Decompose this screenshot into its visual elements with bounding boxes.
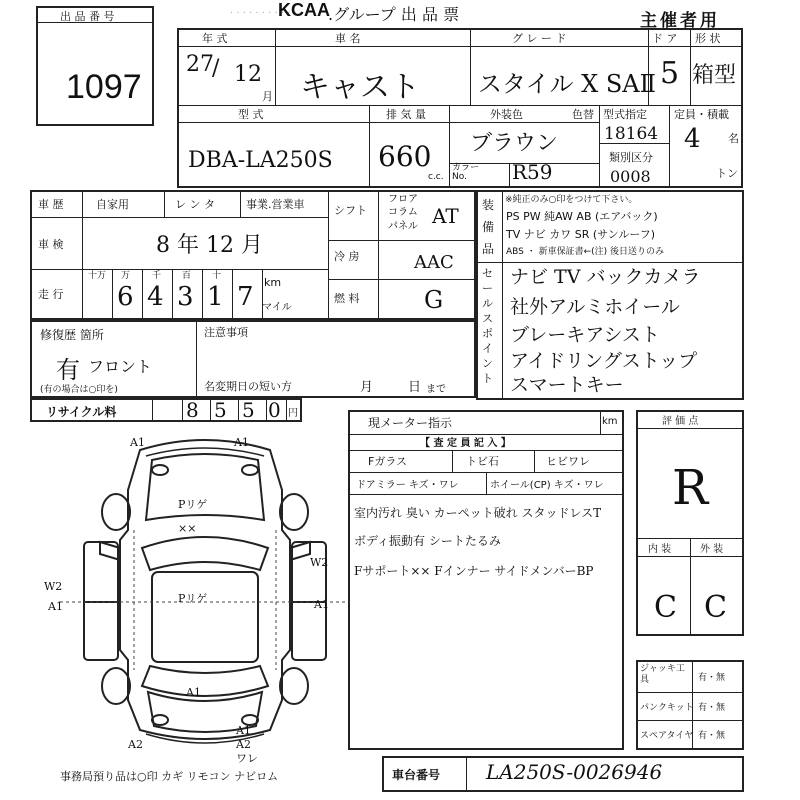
sales-point-1: ナビ TV バックカメラ (510, 266, 701, 288)
shift-panel: パネル (388, 221, 418, 232)
shift-floor: フロア (388, 194, 418, 205)
deadline-day: 日 (408, 380, 422, 395)
meter-km-label: km (602, 416, 618, 427)
recycle-unit: 円 (288, 408, 298, 419)
rating-value: R (672, 460, 709, 516)
inspection-value: 8 年 12 月 (156, 233, 263, 258)
interior-value: C (654, 590, 677, 625)
capacity-label: 定員・積載 (674, 108, 729, 121)
history-label: 車 歴 (38, 198, 64, 211)
mileage-digit-1: 6 (117, 282, 134, 312)
lot-number-value: 1097 (66, 68, 142, 106)
recycle-digit-4: 0 (268, 398, 281, 422)
exterior-color-value: ブラウン (470, 131, 559, 156)
mark-crack: ワレ (236, 752, 258, 765)
exterior-label: 外 装 (700, 544, 724, 555)
year-label: 年 式 (202, 32, 228, 45)
deadline-until: まで (426, 384, 446, 395)
sales-point-2: 社外アルミホイール (510, 296, 680, 318)
mileage-digit-3: 3 (177, 282, 194, 312)
inspector-note-3: Fサポート×× Fインナー サイドメンバーBP (354, 564, 594, 578)
mark-a1-front-right: A1 (234, 436, 249, 449)
fuel-label: 燃 料 (334, 292, 360, 305)
category-value: 0008 (610, 167, 651, 186)
mark-w2-right: W2 (310, 556, 329, 569)
chassis-value: LA250S-0026946 (486, 760, 663, 784)
capacity-value: 4 (684, 124, 701, 154)
mark-xx: ×× (178, 522, 197, 535)
mile-label: マイル (262, 302, 292, 313)
recycle-digit-1: 8 (186, 398, 199, 422)
month-unit: 月 (262, 90, 273, 103)
digit-label-10: 十 (212, 271, 222, 281)
repair-note: (有の場合は○印を) (40, 385, 118, 395)
equipment-line-3: ABS ・ 新車保証書←(注) 後日送りのみ (506, 247, 665, 257)
designation-label: 型式指定 (603, 108, 647, 121)
category-label: 類別区分 (609, 151, 653, 164)
month-slash: / (212, 56, 220, 81)
mark-w2-left: W2 (44, 580, 63, 593)
mileage-digit-2: 4 (147, 282, 164, 312)
office-note: 事務局預り品は○印 カギ リモコン ナビロム (60, 770, 279, 783)
repair-detail: フロント (88, 357, 153, 376)
ac-value: AAC (414, 252, 454, 273)
rating-box (636, 410, 744, 636)
sales-point-3: ブレーキアシスト (510, 324, 660, 346)
inspection-label: 車 検 (38, 238, 64, 251)
equipment-note: ※純正のみ○印をつけて下さい。 (505, 195, 638, 205)
ton-label: トン (716, 167, 738, 180)
rating-label: 評 価 点 (662, 416, 699, 427)
mark-a1-rear-right: A1 (236, 724, 251, 737)
door-value: 5 (660, 56, 680, 91)
mark-hood-pliege: Pリゲ (178, 498, 208, 511)
glass-label: Fガラス (368, 455, 407, 468)
equipment-side-label: 装 備 品 (482, 198, 495, 256)
body-type-value: 箱型 (692, 63, 737, 88)
color-no-value: R59 (512, 160, 553, 184)
wheel-label: ホイール(CP) キズ・ワレ (490, 480, 604, 491)
recycle-digit-3: 5 (242, 398, 255, 422)
brand-logo: KCAA (278, 0, 330, 20)
inspector-section-label: 【 査 定 員 記 入 】 (420, 438, 511, 449)
cc-label: c.c. (428, 172, 444, 182)
mark-roof-pliege: Pリゲ (178, 592, 208, 605)
car-name-value: キャスト (300, 70, 420, 105)
model-type-label: 型 式 (238, 108, 264, 121)
repair-value: 有 (56, 356, 80, 384)
color-no-label: カラー No. (452, 163, 480, 182)
lot-number-label: 出 品 番 号 (60, 10, 115, 23)
deadline-label: 名変期日の短い方 (204, 380, 292, 393)
exterior-value: C (704, 590, 727, 625)
km-label: km (264, 276, 282, 289)
deadline-month: 月 (360, 380, 374, 395)
caution-label: 注意事項 (204, 326, 248, 339)
spare-label: スペアタイヤ (640, 731, 694, 741)
model-type-value: DBA-LA250S (188, 148, 333, 173)
equipment-line-1: PS PW 純AW AB (エアバック) (506, 210, 658, 223)
designation-value: 18164 (604, 124, 659, 144)
shift-column: コラム (388, 207, 418, 218)
body-type-label: 形 状 (695, 32, 721, 45)
grade-label: グ レ ー ド (512, 32, 567, 45)
mirror-label: ドアミラー キズ・ワレ (356, 480, 459, 491)
paint-change-label: 色替 (572, 108, 594, 121)
puncture-yes-no: 有・無 (698, 703, 726, 713)
interior-label: 内 装 (648, 544, 672, 555)
mark-a2-rear-right: A2 (236, 738, 251, 751)
option-business: 事業.営業車 (246, 198, 305, 211)
meter-label: 現メーター指示 (368, 416, 453, 430)
shift-value: AT (432, 204, 459, 228)
displacement-value: 660 (378, 140, 432, 173)
mark-a2-rear-left: A2 (128, 738, 143, 751)
header-dots: · · · · · · · · · · · (230, 8, 297, 19)
mark-a1-right: A1 (314, 598, 329, 611)
mark-a1-front-left: A1 (130, 436, 145, 449)
repair-label: 修復歴 箇所 (40, 328, 104, 342)
jack-label: ジャッキ工具 (640, 664, 685, 685)
month-value: 12 (234, 62, 262, 87)
jack-yes-no: 有・無 (698, 673, 726, 683)
digit-label-100: 百 (182, 271, 192, 281)
inspector-note-2: ボディ振動有 シートたるみ (354, 534, 501, 548)
group-title: .グループ 出 品 票 (328, 5, 460, 24)
lot-number-box (36, 6, 154, 126)
digit-label-100k: 十万 (88, 271, 107, 281)
fuel-value: G (424, 286, 444, 314)
option-private: 自家用 (96, 198, 129, 211)
recycle-label: リサイクル料 (46, 405, 117, 419)
glass-value: トビ石 (466, 455, 499, 468)
inspector-note-1: 室内汚れ 臭い カーペット破れ スタッドレスT (354, 506, 602, 520)
shift-label: シフト (334, 204, 367, 217)
sales-point-5: スマートキー (510, 374, 624, 396)
mark-a1-rear: A1 (186, 686, 201, 699)
mileage-digit-4: 1 (207, 282, 224, 312)
exterior-color-label: 外装色 (490, 108, 523, 121)
mileage-label: 走 行 (38, 288, 64, 301)
digit-label-10k: 万 (121, 271, 131, 281)
puncture-label: パンクキット (640, 703, 694, 713)
mark-a1-left: A1 (48, 600, 63, 613)
sales-side-label: セールスポイント (482, 267, 493, 385)
car-name-label: 車 名 (335, 32, 361, 45)
digit-label-1k: 千 (152, 271, 162, 281)
mileage-digit-5: 7 (237, 282, 254, 312)
displacement-label: 排 気 量 (386, 108, 426, 121)
spare-yes-no: 有・無 (698, 731, 726, 741)
organizer-label: 主催者用 (640, 11, 720, 31)
crack-label: ヒビワレ (546, 455, 590, 468)
grade-value: スタイル X SAⅡ (478, 70, 656, 98)
capacity-unit: 名 (728, 132, 739, 145)
year-value: 27 (186, 52, 214, 77)
equipment-line-2: TV ナビ カワ SR (サンルーフ) (506, 228, 656, 241)
ac-label: 冷 房 (334, 250, 360, 263)
chassis-label: 車台番号 (392, 768, 441, 782)
door-label: ド ア (652, 32, 678, 45)
recycle-digit-2: 5 (214, 398, 227, 422)
option-rental: レ ン タ (175, 198, 215, 211)
sales-point-4: アイドリングストップ (510, 350, 698, 372)
